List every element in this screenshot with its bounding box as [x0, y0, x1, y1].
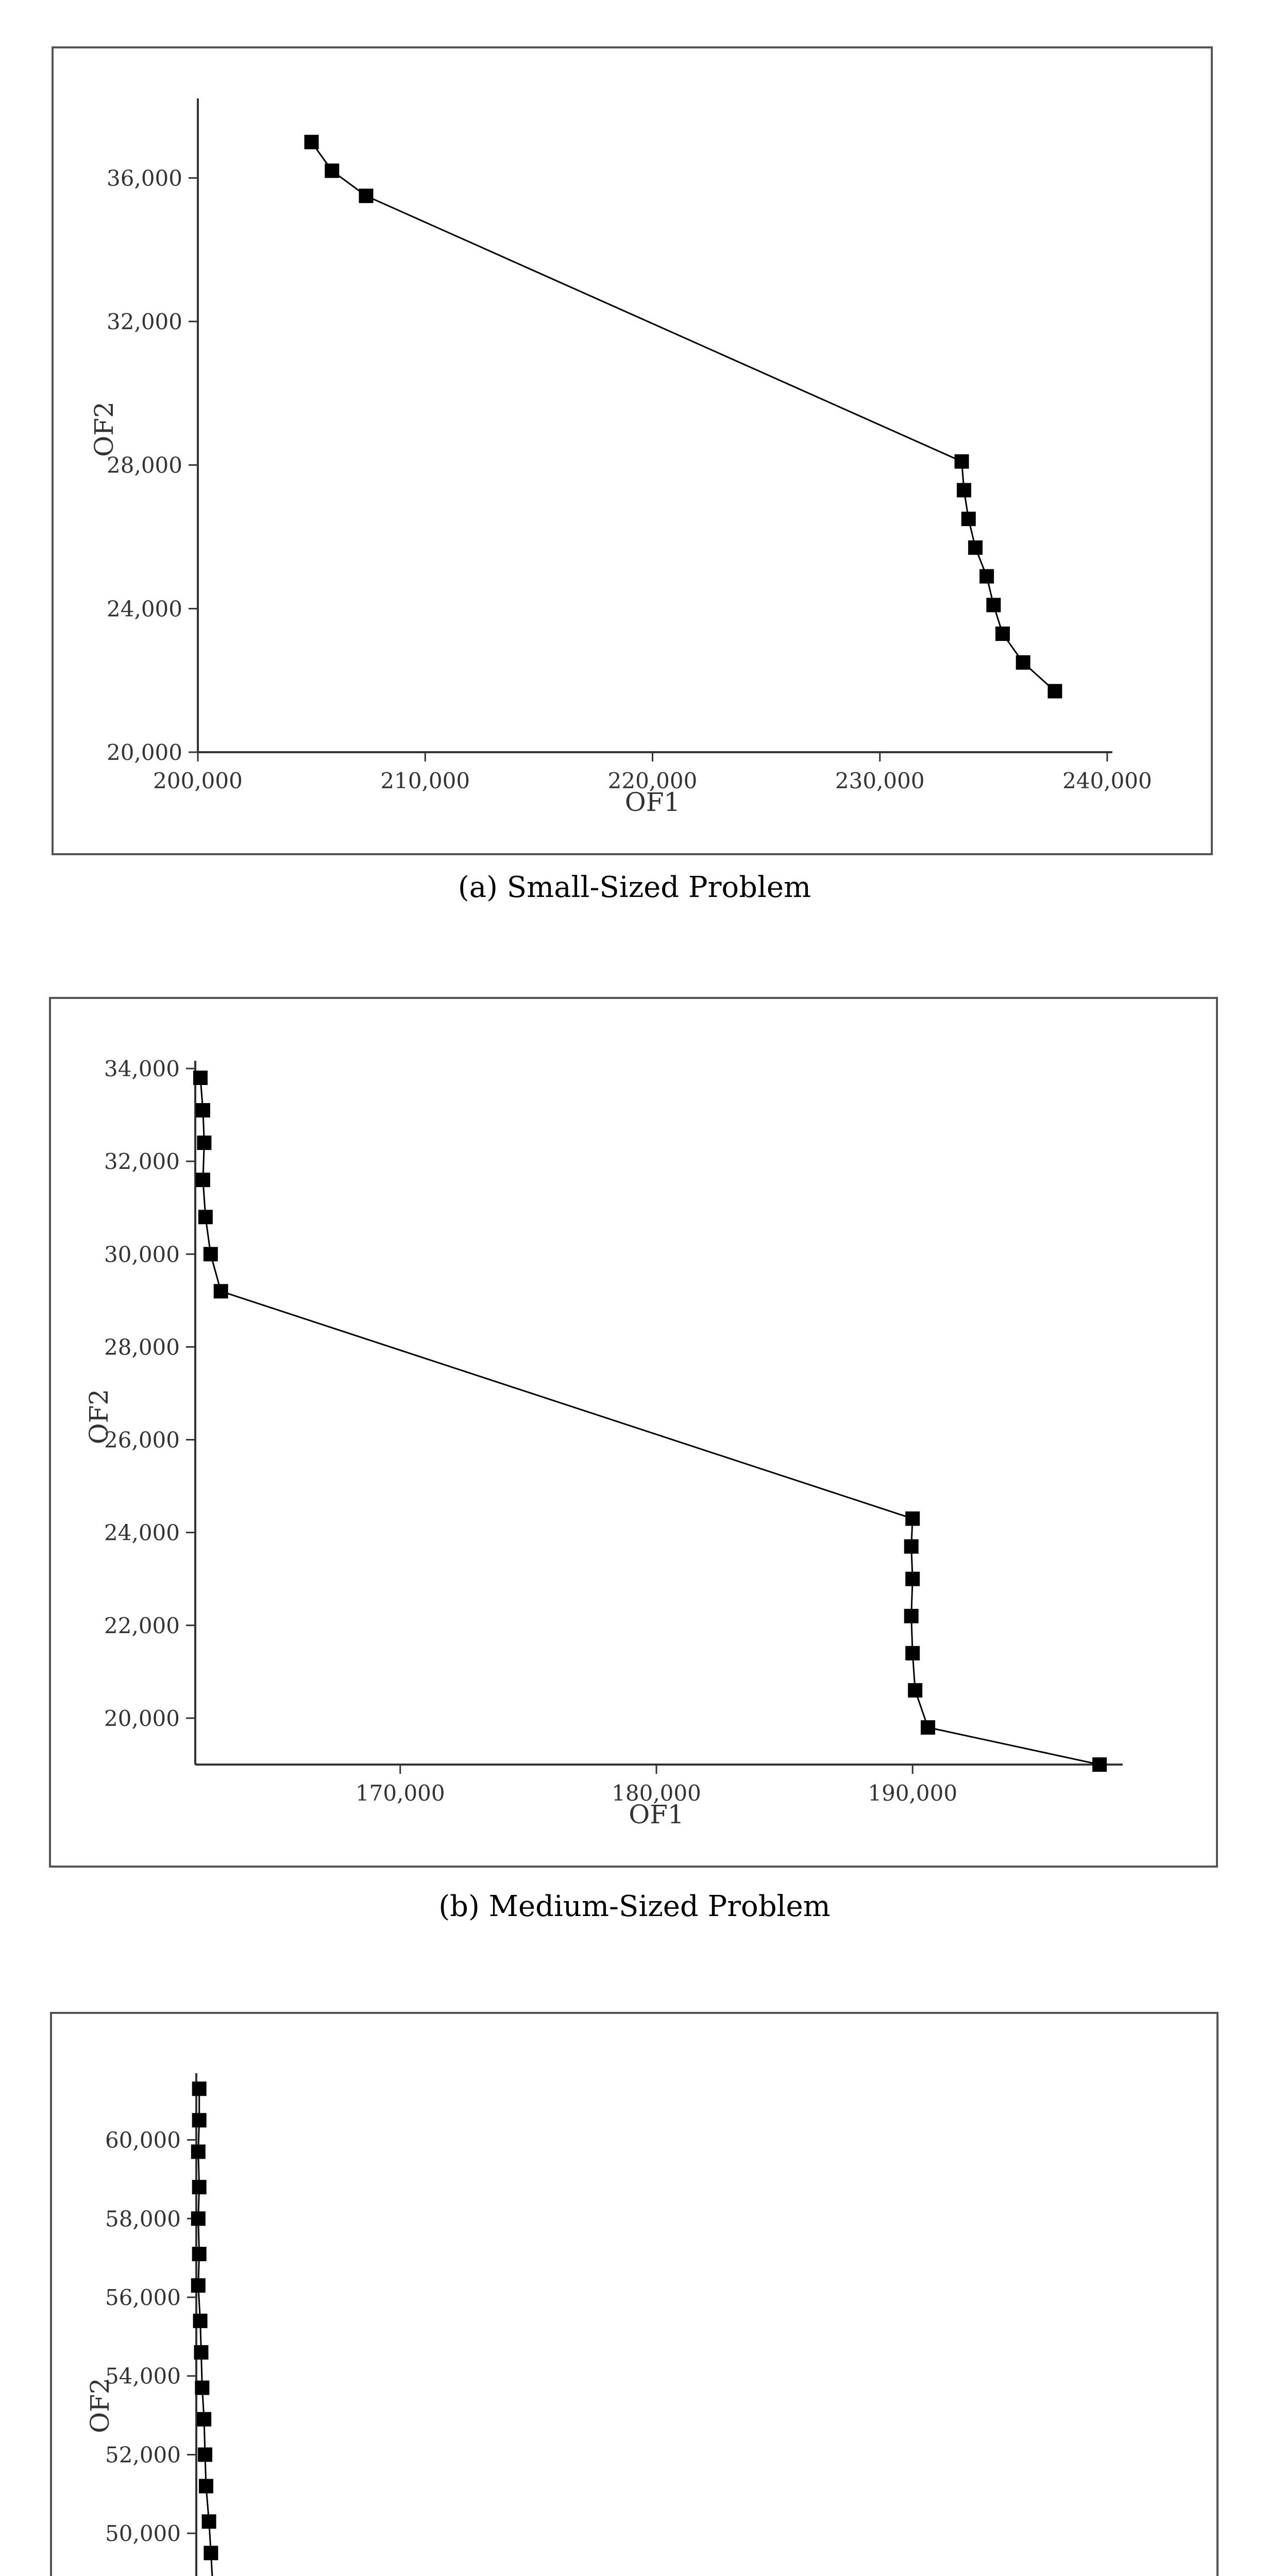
- data-point-marker: [204, 2546, 218, 2560]
- caption-small-sized-problem: (a) Small-Sized Problem: [458, 871, 811, 904]
- x-axis-title: OF1: [624, 787, 681, 817]
- data-point-marker: [197, 2412, 211, 2427]
- y-tick-label: 24,000: [107, 596, 182, 622]
- data-point-marker: [304, 135, 319, 149]
- chart-medium-sized-problem: [51, 999, 1216, 1866]
- caption-medium-sized-problem: (b) Medium-Sized Problem: [438, 1890, 831, 1923]
- chart-large-sized-problem: [52, 2014, 1216, 2576]
- data-point-marker: [904, 1539, 919, 1554]
- y-tick-label: 28,000: [107, 452, 182, 478]
- data-point-marker: [986, 598, 1001, 612]
- data-point-marker: [1048, 684, 1062, 699]
- data-point-marker: [957, 483, 971, 497]
- y-tick-label: 20,000: [107, 740, 182, 765]
- data-point-marker: [192, 2180, 207, 2194]
- data-point-marker: [905, 1572, 920, 1586]
- y-tick-label: 26,000: [104, 1427, 180, 1453]
- data-point-marker: [904, 1609, 919, 1623]
- data-point-marker: [196, 1173, 210, 1187]
- data-point-marker: [195, 2381, 209, 2395]
- y-tick-label: 22,000: [104, 1613, 180, 1638]
- y-tick-label: 28,000: [104, 1334, 180, 1360]
- data-point-marker: [202, 2514, 216, 2529]
- y-tick-label: 54,000: [105, 2363, 181, 2389]
- data-point-marker: [908, 1683, 922, 1698]
- data-point-marker: [192, 2113, 207, 2127]
- data-point-marker: [193, 2314, 208, 2328]
- chart-panel-medium: [49, 997, 1218, 1868]
- data-point-marker: [193, 1071, 208, 1085]
- data-point-marker: [191, 2144, 206, 2159]
- y-tick-label: 60,000: [105, 2127, 181, 2153]
- series-line: [312, 142, 1055, 691]
- y-axis-title: OF2: [85, 2378, 115, 2433]
- data-point-marker: [995, 626, 1010, 641]
- chart-small-sized-problem: [54, 48, 1211, 853]
- x-tick-label: 200,000: [153, 768, 243, 793]
- y-tick-label: 32,000: [107, 309, 182, 334]
- data-point-marker: [204, 1247, 218, 1261]
- data-point-marker: [1092, 1757, 1107, 1772]
- x-tick-label: 170,000: [355, 1781, 445, 1806]
- data-point-marker: [192, 2247, 207, 2261]
- data-point-marker: [359, 189, 374, 203]
- data-point-marker: [197, 1136, 211, 1150]
- data-point-marker: [905, 1512, 920, 1526]
- x-tick-label: 220,000: [607, 768, 698, 793]
- data-point-marker: [979, 569, 994, 584]
- data-point-marker: [955, 454, 969, 469]
- y-tick-label: 36,000: [107, 165, 182, 191]
- data-point-marker: [325, 163, 339, 178]
- y-tick-label: 50,000: [105, 2521, 181, 2547]
- data-point-marker: [191, 2278, 206, 2293]
- y-tick-label: 56,000: [105, 2285, 181, 2310]
- data-point-marker: [198, 1210, 213, 1224]
- data-point-marker: [198, 2447, 212, 2462]
- data-point-marker: [196, 1103, 210, 1117]
- data-point-marker: [214, 1284, 228, 1298]
- data-point-marker: [192, 2081, 207, 2096]
- y-axis-title: OF2: [84, 1388, 114, 1445]
- y-tick-label: 20,000: [104, 1705, 180, 1731]
- x-tick-label: 190,000: [868, 1781, 958, 1806]
- x-tick-label: 180,000: [612, 1781, 701, 1806]
- data-point-marker: [968, 540, 983, 555]
- chart-panel-large: [50, 2012, 1219, 2576]
- x-tick-label: 230,000: [835, 768, 925, 793]
- y-tick-label: 32,000: [104, 1149, 180, 1175]
- y-tick-label: 30,000: [104, 1242, 180, 1267]
- series-line: [200, 1078, 1099, 1765]
- data-point-marker: [1016, 655, 1030, 670]
- data-point-marker: [921, 1720, 935, 1735]
- y-axis-title: OF2: [89, 401, 119, 457]
- data-point-marker: [961, 512, 976, 526]
- x-axis-title: OF1: [629, 1800, 684, 1829]
- data-point-marker: [199, 2479, 213, 2494]
- data-point-marker: [191, 2211, 206, 2226]
- chart-panel-small: [52, 46, 1213, 855]
- series-line: [198, 2089, 1096, 2576]
- y-tick-label: 52,000: [105, 2442, 181, 2468]
- data-point-marker: [194, 2345, 208, 2360]
- data-point-marker: [905, 1646, 920, 1660]
- x-tick-label: 210,000: [380, 768, 470, 793]
- y-tick-label: 34,000: [104, 1056, 180, 1081]
- y-tick-label: 24,000: [104, 1520, 180, 1546]
- x-tick-label: 240,000: [1062, 768, 1152, 793]
- y-tick-label: 58,000: [105, 2206, 181, 2232]
